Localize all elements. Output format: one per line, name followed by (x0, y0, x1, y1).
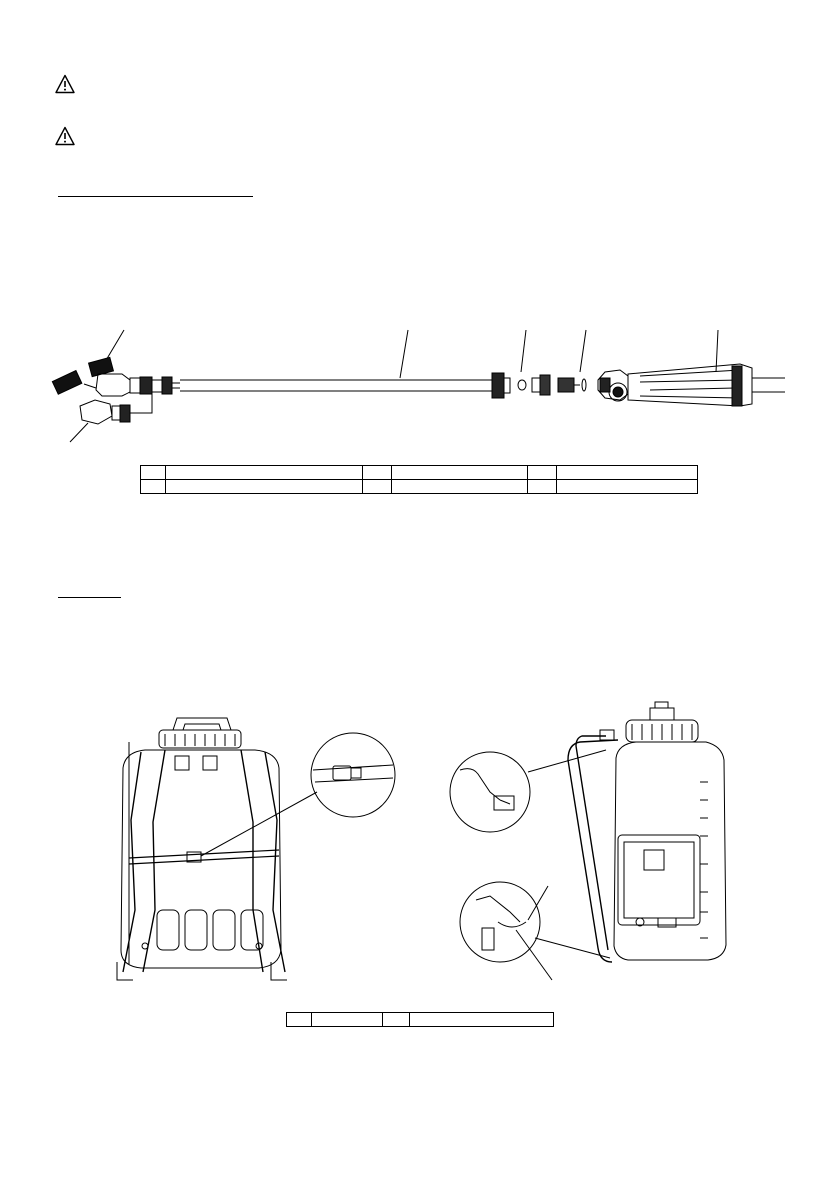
table-row (141, 466, 698, 480)
warning-triangle-icon (55, 74, 75, 94)
legend-cell (287, 1013, 312, 1027)
legend-cell (557, 466, 698, 480)
legend-cell (363, 480, 392, 494)
backpack-rear-diagram (95, 710, 415, 990)
legend-cell (383, 1013, 410, 1027)
legend-cell (312, 1013, 383, 1027)
lance-parts-legend (140, 465, 698, 494)
section-heading-underline (58, 597, 121, 598)
lance-exploded-diagram (40, 320, 820, 450)
table-row (287, 1013, 554, 1027)
legend-cell (392, 480, 528, 494)
legend-cell (166, 466, 363, 480)
legend-cell (528, 480, 557, 494)
legend-cell (528, 466, 557, 480)
legend-cell (166, 480, 363, 494)
section-heading-underline (58, 196, 253, 197)
table-row (141, 480, 698, 494)
warning-triangle-icon (55, 126, 75, 146)
legend-cell (392, 466, 528, 480)
legend-cell (410, 1013, 554, 1027)
backpack-side-diagram (440, 700, 740, 990)
strap-parts-legend (286, 1012, 554, 1027)
legend-cell (141, 480, 166, 494)
legend-cell (141, 466, 166, 480)
legend-cell (363, 466, 392, 480)
legend-cell (557, 480, 698, 494)
